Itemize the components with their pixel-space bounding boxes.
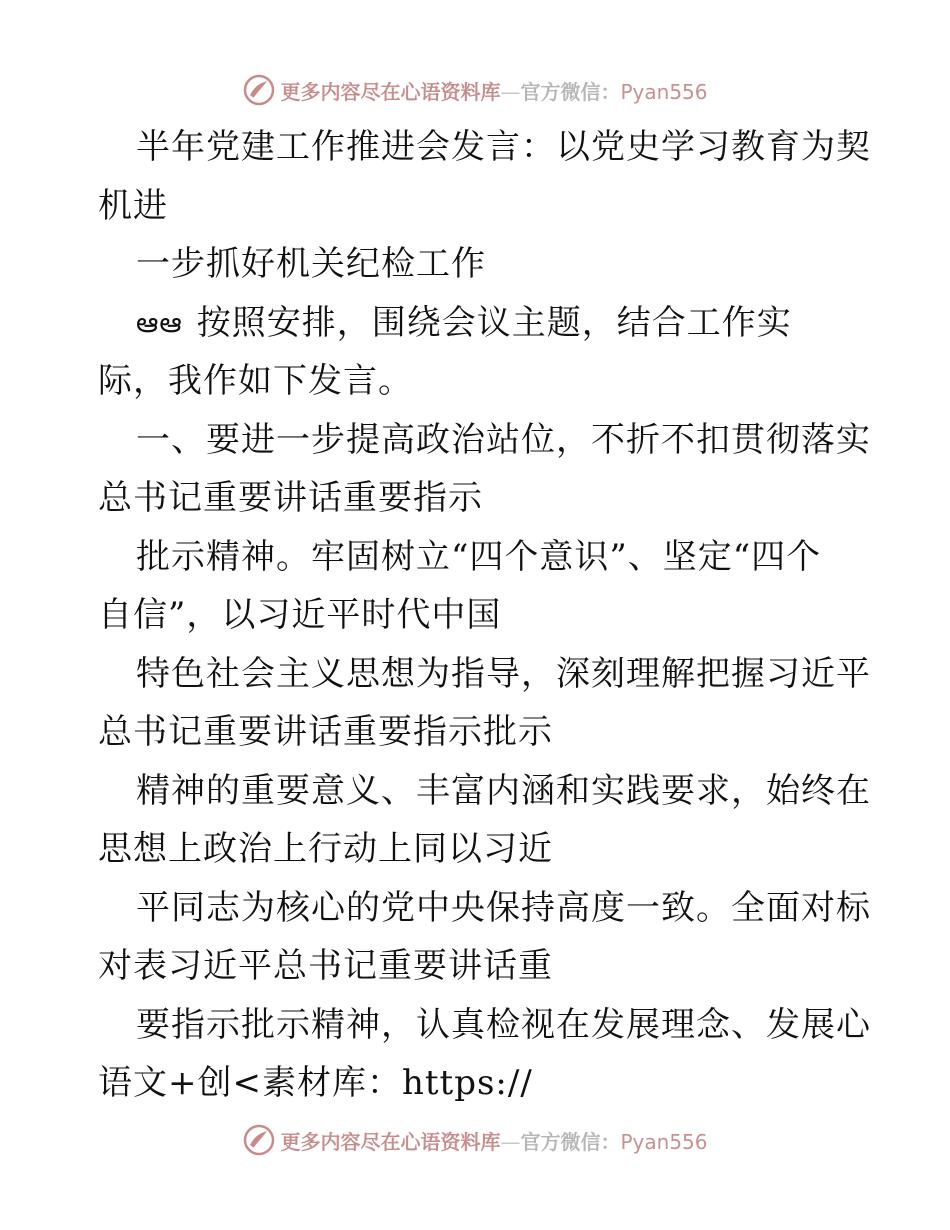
footer-banner [0,1120,950,1160]
paragraph-line [98,294,858,353]
paragraph-line: 平同志为核心的党中央保持高度一致。全面对标 [136,887,871,928]
title-line-1: 半年党建工作推进会发言：以党史学习教育为契 [136,127,871,167]
logo-icon [242,1123,276,1157]
document-body [98,118,871,1113]
paragraph-line: 一、要进一步提高政治站位，不折不扣贯彻落实 [136,419,871,460]
title-line-2: 机进 [98,185,168,226]
banner-separator: — [500,1129,521,1154]
paragraph-text: 按照安排，围绕会议主题，结合工作实 [196,302,792,343]
title-line-3: 一步抓好机关纪检工作 [136,244,486,284]
paragraph-line: 际，我作如下发言。 [98,361,413,401]
paragraph-line: 对表习近平总书记重要讲话重 [98,946,553,986]
banner-text [280,76,707,105]
logo-icon [242,73,276,107]
paragraph-line: 特色社会主义思想为指导，深刻理解把握习近平 [136,653,871,694]
banner-separator: — [500,79,521,104]
banner-site: 更多内容尽在心语资料库 [280,79,501,104]
paragraph-line: 自信”，以习近平时代中国 [98,595,502,635]
banner-wechat-label: 官方微信： [520,79,621,104]
paragraph-line: 要指示批示精神，认真检视在发展理念、发展心 [136,1004,871,1045]
ornament-icon: ఆఆ [136,305,183,339]
paragraph-line: 总书记重要讲话重要指示批示 [98,712,553,752]
paragraph-line: 总书记重要讲话重要指示 [98,478,483,518]
paragraph-line: 思想上政治上行动上同以习近 [98,829,553,869]
banner-wechat-id: Pyan556 [620,79,708,104]
banner-wechat-label: 官方微信： [520,1129,621,1154]
banner-site: 更多内容尽在心语资料库 [280,1129,501,1154]
paragraph-line: 语文+创<素材库：https:// [98,1063,533,1103]
paragraph-line: 批示精神。牢固树立“四个意识”、坚定“四个 [136,536,822,577]
banner-wechat-id: Pyan556 [620,1129,708,1154]
header-banner [0,70,950,110]
banner-text [280,1126,707,1155]
paragraph-line: 精神的重要意义、丰富内涵和实践要求，始终在 [136,770,871,811]
